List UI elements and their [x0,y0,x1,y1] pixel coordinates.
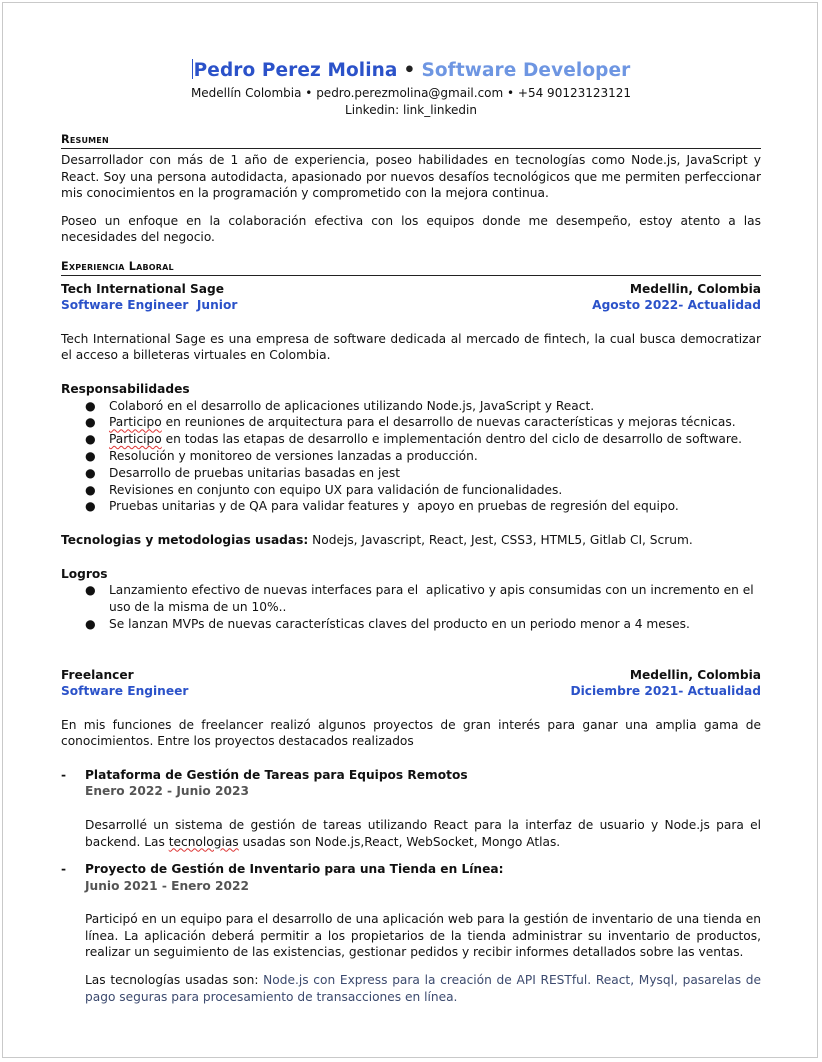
list-item[interactable]: ● Pruebas unitarias y de QA para validar features y apoyo en pruebas de regresión del equipo. [85,499,679,514]
job-header-row [61,667,761,683]
section-title-experience: Experiencia Laboral [61,259,761,276]
job-header-row [61,281,761,297]
bullet-icon: ● [85,499,96,514]
bullet-icon: ● [85,616,96,631]
tech-value: Nodejs, Javascript, React, Jest, CSS3, HTML5, Gitlab CI, Scrum. [308,533,693,548]
list-item[interactable]: ● Participo en todas las etapas de desarrollo e implementación dentro del ciclo de desarrollo de software. [85,432,743,447]
list-item[interactable]: ● Participo en reuniones de arquitectura para el desarrollo de nuevas características y mejoras técnicas. [85,415,736,430]
job-period[interactable]: Agosto 2022- Actualidad [592,298,761,313]
job-entry [61,667,761,1006]
tech-value: Node.js con Express para la creación de API RESTful. React, Mysql, pasarelas de pago seguras para procesamiento de transacciones en línea. [85,973,762,1004]
spellcheck-word[interactable]: Participo [109,415,162,430]
candidate-role[interactable]: Software Developer [421,60,631,81]
project-description[interactable]: Desarrollé un sistema de gestión de tareas utilizando React para la interfaz de usuario y Node.js para el backend. Las tecnologias usadas son Node.js,React, WebSocket, Mongo Atlas. [85,817,761,849]
bullet-icon: ● [85,482,96,497]
summary-section [61,132,761,246]
summary-paragraph[interactable]: Desarrollador con más de 1 año de experiencia, poseo habilidades en tecnologías como Node.js, JavaScript y React. Soy una persona autodidacta, apasionado por nuevos desafíos tecnológicos que me permiten perfeccionar mis conocimientos en la programación y comprometido con la mejora continua. [61,153,761,201]
contact-line[interactable]: Medellín Colombia • pedro.perezmolina@gmail.com • +54 90123123121 [190,86,632,100]
responsibilities-heading: Responsabilidades [61,381,190,396]
job-period[interactable]: Diciembre 2021- Actualidad [570,684,761,699]
list-item[interactable]: ● Resolución y monitoreo de versiones lanzadas a producción. [85,448,478,463]
project-entry [61,861,761,1005]
achievements-list [61,582,761,632]
candidate-name[interactable]: Pedro Perez Molina [193,60,398,81]
tech-paragraph[interactable] [61,532,761,549]
job-location[interactable]: Medellin, Colombia [629,281,761,296]
name-separator: • [403,60,416,81]
job-description[interactable]: En mis funciones de freelancer realizó algunos proyectos de gran interés para ganar una amplia gama de conocimientos. Entre los proyectos destacados realizados [61,717,761,749]
achievements-heading: Logros [61,566,108,581]
project-entry [61,767,761,850]
responsibilities-list [61,398,761,516]
tech-label: Tecnologias y metodologias usadas: [61,533,309,548]
project-description[interactable]: Participó en un equipo para el desarrollo de una aplicación web para la gestión de inventario de una tienda en línea. La aplicación deberá permitir a los propietarios de la tienda administrar su inventario de productos, realizar un seguimiento de las existencias, gestionar pedidos y recibir informes detallados sobre las ventas. [85,912,761,960]
project-title[interactable]: Plataforma de Gestión de Tareas para Equipos Remotos [85,767,468,782]
job-company[interactable]: Tech International Sage [61,281,225,296]
project-dates[interactable]: Enero 2022 - Junio 2023 [85,784,249,799]
job-description[interactable]: Tech International Sage es una empresa de software dedicada al mercado de fintech, la cual busca democratizar el acceso a billeteras virtuales en Colombia. [61,331,761,363]
bullet-icon: ● [85,398,96,413]
job-subheader-row [61,683,761,699]
name-line [61,59,761,83]
list-item[interactable]: ● Revisiones en conjunto con equipo UX para validación de funcionalidades. [85,482,563,497]
bullet-icon: ● [85,448,96,463]
bullet-icon: ● [85,432,96,447]
bullet-icon: ● [85,415,96,430]
job-location[interactable]: Medellin, Colombia [629,667,761,682]
job-company[interactable]: Freelancer [61,667,134,682]
job-subheader-row [61,297,761,313]
spellcheck-word[interactable]: Participo [109,432,162,447]
project-dates[interactable]: Junio 2021 - Enero 2022 [85,878,249,893]
summary-paragraph[interactable]: Poseo un enfoque en la colaboración efectiva con los equipos donde me desempeño, estoy atento a las necesidades del negocio. [61,213,761,245]
job-position[interactable]: Software Engineer Junior [61,298,238,313]
linkedin-line[interactable]: Linkedin: link_linkedin [345,103,477,117]
bullet-icon: ● [85,465,96,480]
section-title-summary: Resumen [61,132,761,149]
document-page [2,2,818,1058]
bullet-icon: ● [85,583,96,598]
job-position[interactable]: Software Engineer [61,684,189,699]
experience-section [61,259,761,1005]
dash-bullet: - [61,862,67,877]
spellcheck-word[interactable]: tecnologias [168,834,239,849]
list-item[interactable]: ● Desarrollo de pruebas unitarias basadas en jest [85,465,401,480]
list-item[interactable]: ● Lanzamiento efectivo de nuevas interfaces para el aplicativo y apis consumidas con un incremento en el uso de la misma de un 10%.. [85,583,758,615]
project-tech[interactable]: Las tecnologías usadas son: Node.js con Express para la creación de API RESTful. React, Mysql, pasarelas de pago seguras para procesamiento de transacciones en línea. [85,973,762,1004]
dash-bullet: - [61,767,67,782]
project-title[interactable]: Proyecto de Gestión de Inventario para una Tienda en Línea: [85,862,504,877]
list-item[interactable]: ● Se lanzan MVPs de nuevas características claves del producto en un periodo menor a 4 meses. [85,616,690,631]
job-entry [61,281,761,633]
list-item[interactable]: ● Colaboró en el desarrollo de aplicaciones utilizando Node.js, JavaScript y React. [85,398,595,413]
resume-header [61,59,761,119]
resume-content [61,59,761,1005]
